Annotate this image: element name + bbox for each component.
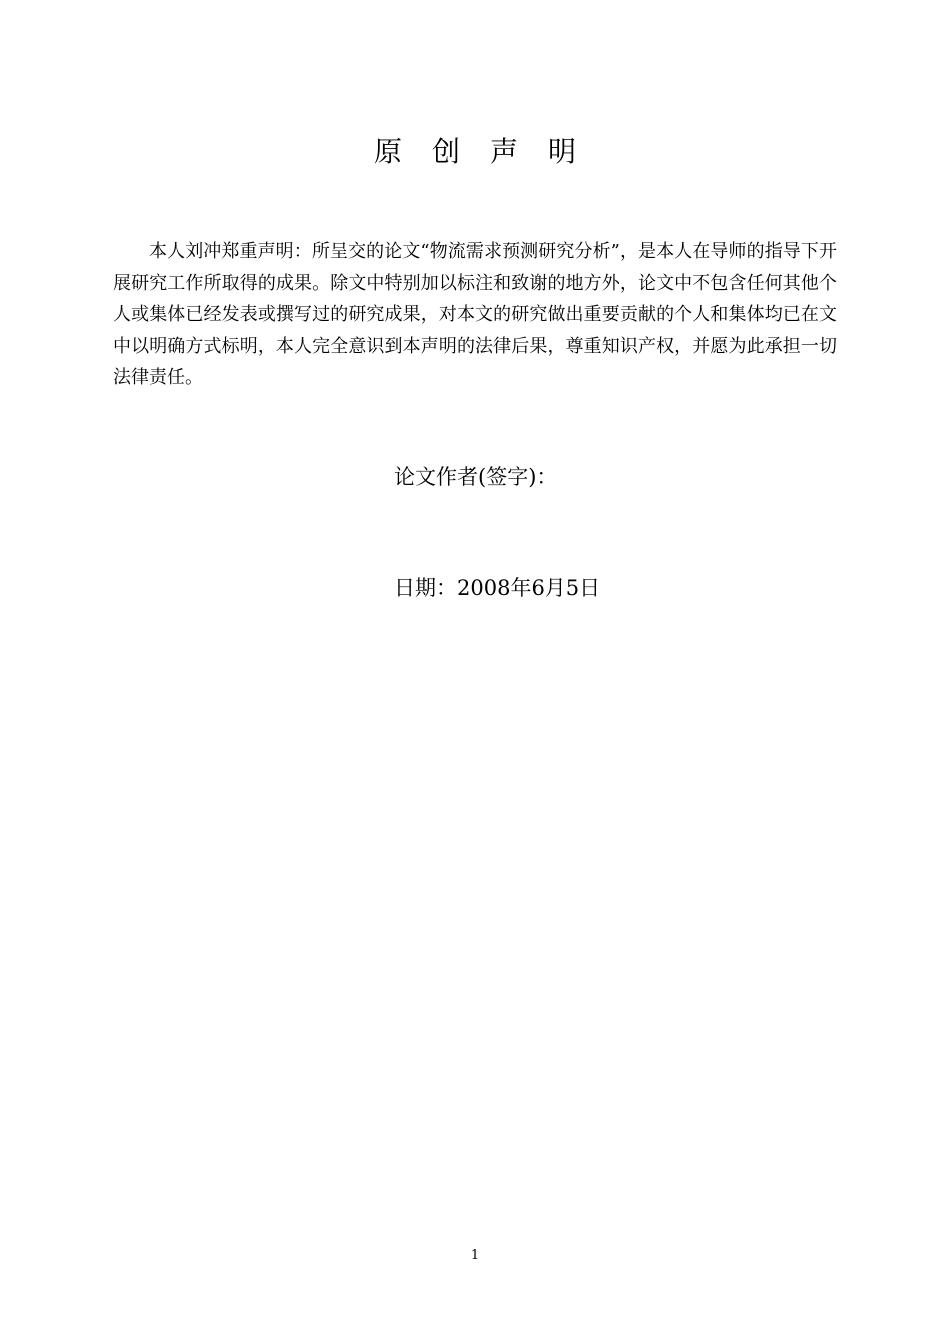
date-line: 日期：2008年6月5日 <box>394 576 601 600</box>
page-number: 1 <box>470 1248 480 1263</box>
declaration-title: 原创声明 <box>373 135 606 168</box>
declaration-body: 本人刘冲郑重声明：所呈交的论文“物流需求预测研究分析”，是本人在导师的指导下开展研究工作所取得的成果。除文中特别加以标注和致谢的地方外，论文中不包含任何其他个人或集体已经发表或撰写过的研究成果，对本文的研究做出重要贡献的个人和集体均已在文中以明确方式标明，本人完全意识到本声明的法律后果，尊重知识产权，并愿为此承担一切法律责任。 <box>113 241 837 389</box>
author-signature-line: 论文作者(签字)： <box>394 465 558 489</box>
